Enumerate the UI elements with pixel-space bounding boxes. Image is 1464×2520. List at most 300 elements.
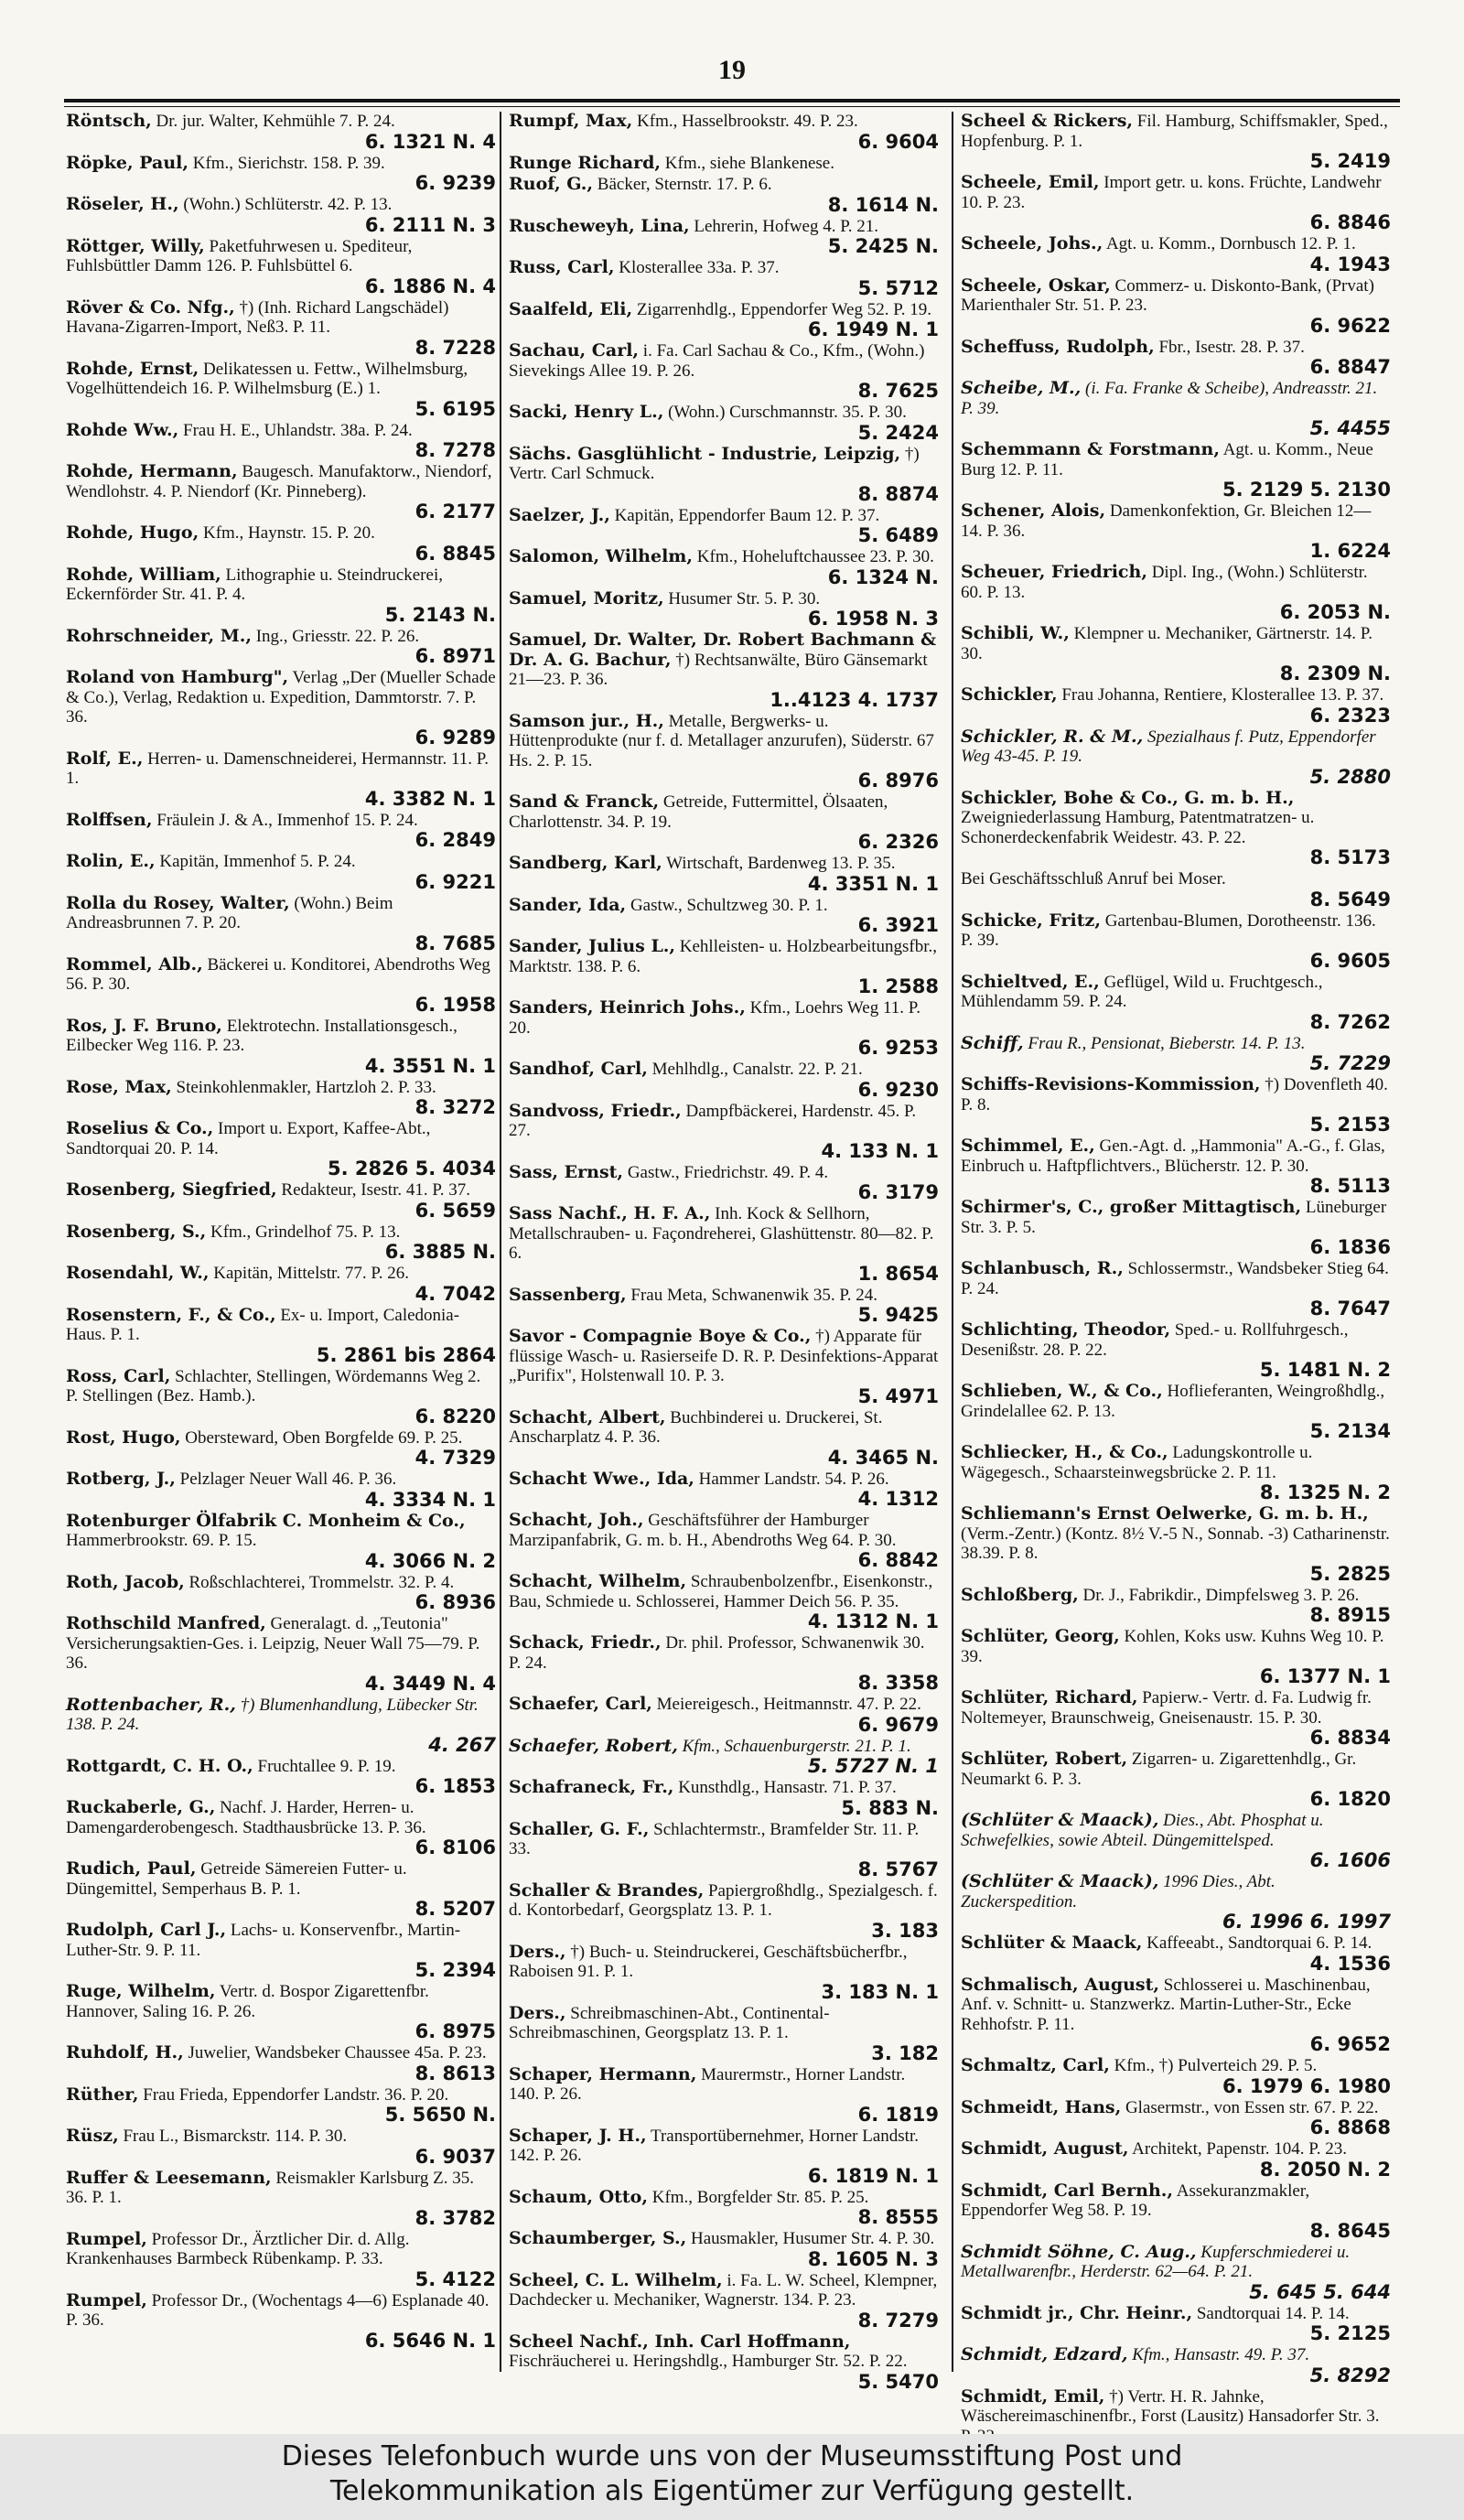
directory-entry xyxy=(509,2188,939,2228)
phone-number: 6. 1820 xyxy=(1309,1788,1391,1810)
directory-entry xyxy=(509,792,939,852)
entry-details: Klempner u. Mechaniker, Gärtnerstr. 14. P. 30. xyxy=(961,624,1373,663)
entry-details: Reismakler Karlsburg Z. 35. 36. P. 1. xyxy=(66,2168,474,2207)
phone-number: 5. 5727 N. 1 xyxy=(807,1755,939,1777)
phone-number: 5. 6195 xyxy=(414,397,496,420)
entry-name: Rosenberg, S., xyxy=(66,1221,207,1242)
directory-entry xyxy=(961,1198,1391,1257)
entry-details: Kfm., Hasselbrookstr. 49. P. 23. xyxy=(637,112,858,131)
phone-number: 6. 9605 xyxy=(1309,949,1391,972)
entry-name: Scheele, Oskar, xyxy=(961,275,1111,296)
entry-name: Sass, Ernst, xyxy=(509,1161,624,1182)
directory-entry xyxy=(66,627,496,667)
phone-number: 6. 1853 xyxy=(414,1775,496,1797)
directory-entry xyxy=(509,1737,939,1777)
entry-name: Schaefer, Robert, xyxy=(509,1735,678,1756)
phone-number: 6. 3921 xyxy=(857,914,939,936)
entry-details: Obersteward, Oben Borgfelde 69. P. 25. xyxy=(185,1427,463,1448)
phone-number: 6. 1819 N. 1 xyxy=(807,2164,939,2187)
directory-entry xyxy=(66,852,496,892)
directory-entry xyxy=(961,869,1391,910)
entry-details: †) Vertr. H. R. Jahnke, Wäschereimaschinenfbr., Forst (Lausitz) Hansadorfer Str. 3. xyxy=(961,2386,1380,2426)
entry-name: Sassenberg, xyxy=(509,1284,627,1305)
directory-entry xyxy=(961,1933,1391,1974)
entry-details: Hammerbrookstr. 69. P. 15. xyxy=(66,1531,257,1550)
entry-name: Schlüter & Maack, xyxy=(961,1933,1143,1953)
entry-name: Scheel Nachf., Inh. Carl Hoffmann, xyxy=(509,2331,851,2352)
entry-name: Rüsz, xyxy=(66,2126,119,2146)
phone-number: 5. 5712 xyxy=(857,276,939,299)
entry-name: Rüther, xyxy=(66,2084,139,2105)
entry-name: Rolla du Rosey, Walter, xyxy=(66,892,290,913)
entry-details: Kfm., Hoheluftchaussee 23. P. 30. xyxy=(696,547,934,566)
entry-name: Rohde, Ernst, xyxy=(66,358,199,379)
entry-name: Schafraneck, Fr., xyxy=(509,1777,674,1797)
entry-name: Rohde, Hugo, xyxy=(66,522,199,543)
entry-details: Kfm., Sierichstr. 158. P. 39. xyxy=(192,153,385,173)
directory-entry xyxy=(509,1102,939,1161)
directory-entry xyxy=(66,811,496,851)
entry-details: Wirtschaft, Bardenweg 13. P. 35. xyxy=(666,854,896,873)
directory-entry xyxy=(509,1204,939,1284)
directory-entry xyxy=(66,1428,496,1469)
phone-number: 4. 267 xyxy=(428,1733,496,1756)
phone-number: 5. 4971 xyxy=(857,1384,939,1407)
entry-details: Getreide, Futtermittel, Ölsaaten, Charlottenstr. 34. P. 19. xyxy=(509,792,888,832)
entry-name: Schieltved, E., xyxy=(961,971,1100,992)
entry-name: Schimmel, E., xyxy=(961,1136,1095,1156)
entry-name: Rottenbacher, R., xyxy=(66,1694,236,1715)
entry-details: Fruchtallee 9. P. 19. xyxy=(257,1756,396,1776)
entry-name: Schlieben, W., & Co., xyxy=(961,1381,1163,1401)
directory-entry xyxy=(66,1264,496,1304)
entry-details: Schreibmaschinen-Abt., Continental-Schreibmaschinen, Georgsplatz 13. P. 1. xyxy=(509,2003,830,2042)
directory-entry xyxy=(509,403,939,443)
entry-details: †) Rechtsanwälte, Büro Gänsemarkt 21—23. P. 36. xyxy=(509,650,928,689)
phone-number: 4. 1943 xyxy=(1309,253,1391,275)
entry-details: Roßschlachterei, Trommelstr. 32. P. 4. xyxy=(188,1572,455,1592)
entry-details: Generalagt. d. „Teutonia" Versicherungsaktien-Ges. i. Leipzig, Neuer Wall 75—79. P. 36. xyxy=(66,1614,480,1673)
entry-name: Russ, Carl, xyxy=(509,257,615,277)
phone-number: 8. 7278 xyxy=(414,439,496,461)
entry-details: Vertr. d. Bospor Zigarettenfbr. Hannover, Saling 16. P. 26. xyxy=(66,1982,429,2021)
directory-entry xyxy=(961,1443,1391,1502)
directory-entry xyxy=(66,1614,496,1694)
phone-number: 6. 9230 xyxy=(857,1078,939,1101)
directory-entry xyxy=(66,1921,496,1980)
phone-number: 4. 1536 xyxy=(1309,1952,1391,1975)
entry-details: Fräulein J. & A., Immenhof 15. P. 24. xyxy=(156,810,418,830)
entry-details: Inh. Kock & Sellhorn, Metallschrauben- u. Façondreherei, Glashüttenstr. 80—82. P. 6. xyxy=(509,1204,934,1263)
entry-details: Professor Dr., Ärztlicher Dir. d. Allg. Krankenhauses Barmbeck Rübenkamp. P. 33. xyxy=(66,2229,410,2268)
entry-name: Rothschild Manfred, xyxy=(66,1613,266,1633)
directory-entry xyxy=(961,2345,1391,2385)
phone-number: 5. 883 N. xyxy=(841,1796,939,1819)
entry-name: Rost, Hugo, xyxy=(66,1427,181,1448)
directory-entry xyxy=(509,1633,939,1693)
phone-number: 5. 7229 xyxy=(1309,1052,1391,1074)
entry-details: Glasermstr., von Essen str. 67. P. 22. xyxy=(1125,2097,1379,2117)
entry-name: Scheibe, M., xyxy=(961,378,1082,398)
phone-number: 6. 8106 xyxy=(414,1836,496,1858)
phone-number: 5. 6489 xyxy=(857,524,939,546)
directory-entry xyxy=(66,1573,496,1613)
entry-details: Getreide Sämereien Futter- u. Düngemittel, Semperhaus B. P. 1. xyxy=(66,1859,407,1899)
directory-entry xyxy=(961,1320,1391,1380)
phone-number: 8. 1325 N. 2 xyxy=(1259,1481,1391,1503)
directory-entry xyxy=(961,1811,1391,1870)
entry-details: Hammer Landstr. 54. P. 26. xyxy=(698,1469,889,1489)
phone-number: 6. 1324 N. xyxy=(827,565,939,588)
entry-details: Papierw.- Vertr. d. Fa. Ludwig fr. Noltemeyer, Braunschweig, Gneisenaustr. 15. P. 30. xyxy=(961,1688,1372,1728)
phone-number: 6. 8936 xyxy=(414,1591,496,1613)
phone-number: 5. 2826 5. 4034 xyxy=(327,1158,496,1179)
phone-number: 6. 8846 xyxy=(1309,211,1391,233)
entry-details: Ing., Griesstr. 22. P. 26. xyxy=(255,626,420,646)
phone-number: 5. 4122 xyxy=(414,2267,496,2290)
entry-details: Schlossermstr., Wandsbeker Stieg 64. P. 24. xyxy=(961,1259,1389,1298)
phone-number: 5. 1481 N. 2 xyxy=(1259,1359,1391,1381)
entry-details: Meiereigesch., Heitmannstr. 47. P. 22. xyxy=(656,1695,921,1714)
directory-entry xyxy=(509,154,939,174)
entry-name: Ros, J. F. Bruno, xyxy=(66,1015,222,1036)
directory-entry xyxy=(66,1982,496,2041)
directory-entry xyxy=(509,1286,939,1326)
phone-number: 6. 5646 N. 1 xyxy=(364,2329,496,2352)
entry-details: Hoflieferanten, Weingroßhdlg., Grindelallee 62. P. 13. xyxy=(961,1382,1385,1421)
entry-details: Schraubenbolzenfbr., Eisenkonstr., Bau, Schmiede u. Schlosserei, Hammer Deich 56. P. 35. xyxy=(509,1572,933,1611)
phone-number: 8. 8874 xyxy=(857,482,939,505)
phone-number: 4. 133 N. 1 xyxy=(821,1139,939,1162)
phone-number: 6. 9239 xyxy=(414,172,496,194)
phone-number: 5. 2880 xyxy=(1309,765,1391,788)
entry-details: †) Apparate für flüssige Wasch- u. Rasierseife D. R. P. Desinfektions-Apparat „Purifix", Holstenwall 10. P. 3. xyxy=(509,1327,939,1385)
directory-entry xyxy=(66,2043,496,2084)
phone-number: 6. 1979 6. 1980 xyxy=(1222,2074,1391,2097)
phone-number: 6. 8976 xyxy=(857,770,939,792)
directory-entry xyxy=(961,624,1391,684)
entry-name: Schirmer's, C., großer Mittagtisch, xyxy=(961,1197,1302,1217)
directory-entry xyxy=(961,1382,1391,1441)
phone-number: 6. 9037 xyxy=(414,2145,496,2168)
directory-entry xyxy=(509,1943,939,2002)
entry-name: Scheele, Johs., xyxy=(961,233,1103,253)
phone-number: 6. 1958 N. 3 xyxy=(807,608,939,630)
entry-name: Rohrschneider, M., xyxy=(66,625,252,646)
entry-name: Rumpel, xyxy=(66,2228,147,2249)
entry-details: Zigarren- u. Zigarettenhdlg., Gr. Neumarkt 6. P. 3. xyxy=(961,1750,1357,1789)
phone-number: 5. 645 5. 644 xyxy=(1249,2280,1391,2303)
entry-name: Schiff, xyxy=(961,1032,1024,1053)
phone-number: 1. 2588 xyxy=(857,975,939,997)
entry-details: 1996 Dies., Abt. Zuckerspedition. xyxy=(961,1872,1276,1912)
entry-name: Schemmann & Forstmann, xyxy=(961,439,1220,459)
entry-name: Ruscheweyh, Lina, xyxy=(509,215,690,236)
phone-number: 5. 2425 N. xyxy=(827,235,939,257)
header-rule-thin xyxy=(64,106,1400,107)
entry-details: Kfm., Haynstr. 15. P. 20. xyxy=(202,523,375,543)
directory-entry xyxy=(961,440,1391,500)
phone-number: 6. 1958 xyxy=(414,993,496,1016)
phone-number: 5. 2861 bis 2864 xyxy=(316,1343,496,1366)
directory-entry xyxy=(961,276,1391,336)
entry-details: Klosterallee 33a. P. 37. xyxy=(619,258,780,277)
entry-details: i. Fa. Carl Sachau & Co., Kfm., (Wohn.) Sievekings Allee 19. P. 26. xyxy=(509,341,925,381)
entry-details: Fischräucherei u. Heringshdlg., Hamburger Str. 52. P. 22. xyxy=(509,2352,908,2371)
directory-entry xyxy=(961,2139,1391,2180)
phone-number: 6. 2111 N. 3 xyxy=(364,213,496,236)
directory-entry xyxy=(66,1222,496,1263)
entry-name: Rommel, Alb., xyxy=(66,953,203,975)
phone-number: 8. 8645 xyxy=(1309,2219,1391,2242)
entry-name: Sachau, Carl, xyxy=(509,340,640,361)
phone-number: 6. 2053 N. xyxy=(1279,601,1391,623)
entry-name: Schaefer, Carl, xyxy=(509,1694,652,1714)
entry-details: Schlachter, Stellingen, Wördemanns Weg 2. P. Stellingen (Bez. Hamb.). xyxy=(66,1366,481,1405)
entry-name: Ross, Carl, xyxy=(66,1365,171,1386)
directory-entry xyxy=(66,894,496,953)
directory-entry xyxy=(509,445,939,504)
phone-number: 5. 8292 xyxy=(1309,2364,1391,2386)
entry-name: Schmidt Söhne, C. Aug., xyxy=(961,2241,1197,2262)
entry-details: Damenkonfektion, Gr. Bleichen 12—14. P. 36. xyxy=(961,501,1372,541)
directory-entry xyxy=(961,2243,1391,2302)
phone-number: 8. 5207 xyxy=(414,1898,496,1920)
entry-details: Kfm., Borgfelder Str. 85. P. 25. xyxy=(651,2187,869,2207)
directory-entry xyxy=(509,1511,939,1570)
entry-details: †) Blumenhandlung, Lübecker Str. 138. P. 24. xyxy=(66,1695,479,1734)
entry-name: Schmeidt, Hans, xyxy=(961,2096,1122,2117)
footer-notice xyxy=(0,2434,1464,2520)
entry-name: Rosenberg, Siegfried, xyxy=(66,1179,277,1200)
entry-details: Gartenbau-Blumen, Dorotheenstr. 136. P. 39. xyxy=(961,910,1376,950)
entry-name: Scheffuss, Rudolph, xyxy=(961,336,1155,357)
entry-details: Kunsthdlg., Hansastr. 71. P. 37. xyxy=(678,1778,897,1797)
entry-details: Kfm., Loehrs Weg 11. P. 20. xyxy=(509,998,920,1038)
directory-entry xyxy=(509,258,939,298)
directory-entry xyxy=(66,195,496,235)
entry-details: Ex- u. Import, Caledonia-Haus. P. 1. xyxy=(66,1305,460,1344)
phone-number: 8. 7228 xyxy=(414,336,496,359)
directory-entry xyxy=(509,1327,939,1406)
directory-entry xyxy=(66,1078,496,1118)
entry-name: Sandberg, Karl, xyxy=(509,853,662,873)
directory-entry xyxy=(66,237,496,296)
directory-entry xyxy=(961,173,1391,232)
entry-details: Kfm., siehe Blankenese. xyxy=(664,153,834,173)
entry-name: Schlichting, Theodor, xyxy=(961,1319,1171,1340)
directory-entry xyxy=(66,1470,496,1510)
entry-details: Kapitän, Eppendorfer Baum 12. P. 37. xyxy=(614,505,880,525)
phone-number: 6. 1886 N. 4 xyxy=(364,275,496,297)
entry-details: Kupferschmiederei u. Metallwarenfbr., Herderstr. 62—64. P. 21. xyxy=(961,2242,1351,2281)
entry-details: Schlachtermstr., Bramfelder Str. 11. P. 33. xyxy=(509,1819,920,1858)
entry-name: Schmidt jr., Chr. Heinr., xyxy=(961,2302,1193,2323)
phone-number: 4. 3351 N. 1 xyxy=(807,872,939,895)
directory-entry xyxy=(961,685,1391,726)
directory-entry xyxy=(66,1017,496,1076)
entry-name: Sandvoss, Friedr., xyxy=(509,1100,682,1121)
entry-details: Elektrotechn. Installationsgesch., Eilbecker Weg 116. P. 23. xyxy=(66,1016,458,1055)
entry-details: Zweigniederlassung Hamburg, Patentmatratzen- u. Schonerdeckenfabrik Weidestr. 43. P. 22. xyxy=(961,808,1315,847)
phone-number: 5. 2125 xyxy=(1309,2322,1391,2344)
entry-details: Paketfuhrwesen u. Spediteur, Fuhlsbüttler Damm 126. P. Fuhlsbüttel 6. xyxy=(66,236,413,275)
entry-details: Agt. u. Komm., Neue Burg 12. P. 11. xyxy=(961,440,1373,479)
directory-entry xyxy=(66,2127,496,2167)
directory-entry xyxy=(509,1470,939,1510)
entry-name: Scheuer, Friedrich, xyxy=(961,562,1147,582)
phone-number: 6. 8975 xyxy=(414,2020,496,2042)
directory-entry xyxy=(961,1688,1391,1748)
directory-entry xyxy=(66,955,496,1015)
phone-number: 6. 3179 xyxy=(857,1181,939,1203)
directory-entry xyxy=(66,154,496,194)
entry-name: Röseler, H., xyxy=(66,194,179,214)
entry-name: Schmalisch, August, xyxy=(961,1974,1160,1995)
phone-number: 6. 2326 xyxy=(857,831,939,853)
directory-entry xyxy=(961,1586,1391,1626)
entry-name: Roland von Hamburg", xyxy=(66,667,289,687)
entry-name: (Schlüter & Maack), xyxy=(961,1810,1159,1830)
directory-entry xyxy=(509,1778,939,1818)
directory-entry xyxy=(66,1757,496,1797)
directory-entry xyxy=(509,1572,939,1632)
directory-entry xyxy=(66,523,496,564)
entry-details: Geflügel, Wild u. Fruchtgesch., Mühlendamm 59. P. 24. xyxy=(961,972,1323,1011)
phone-number: 6. 1819 xyxy=(857,2103,939,2126)
phone-number: 8. 5173 xyxy=(1309,846,1391,868)
entry-details: †) (Inh. Richard Langschädel) Havana-Zigarren-Import, Neß3. P. 11. xyxy=(66,297,449,337)
phone-number: 8. 5113 xyxy=(1309,1175,1391,1197)
phone-number: 8. 3358 xyxy=(857,1672,939,1694)
entry-details: Frau R., Pensionat, Bieberstr. 14. P. 13. xyxy=(1028,1033,1306,1053)
phone-number: 8. 7262 xyxy=(1309,1010,1391,1033)
directory-entry xyxy=(66,565,496,625)
entry-details: Hausmakler, Husumer Str. 4. P. 30. xyxy=(690,2229,935,2248)
entry-details: Import getr. u. kons. Früchte, Landwehr 10. P. 23. xyxy=(961,173,1382,212)
directory-entry xyxy=(66,112,496,152)
phone-number: 5. 2394 xyxy=(414,1959,496,1981)
entry-name: Sacki, Henry L., xyxy=(509,402,664,422)
entry-name: Schacht, Wilhelm, xyxy=(509,1571,687,1591)
phone-number: 5. 2143 N. xyxy=(384,603,496,626)
phone-number: 6. 9652 xyxy=(1309,2033,1391,2055)
directory-entry xyxy=(961,234,1391,275)
directory-entry xyxy=(509,2332,939,2392)
entry-details: Kehlleisten- u. Holzbearbeitungsfbr., Marktstr. 138. P. 6. xyxy=(509,937,938,976)
directory-entry xyxy=(66,668,496,748)
entry-name: Schaum, Otto, xyxy=(509,2186,648,2207)
directory-entry xyxy=(961,1075,1391,1135)
directory-entry xyxy=(66,1798,496,1858)
directory-entry xyxy=(961,2181,1391,2241)
entry-details: i. Fa. L. W. Scheel, Klempner, Dachdecker u. Mechaniker, Wagnerstr. 134. P. 23. xyxy=(509,2270,938,2310)
entry-details: Redakteur, Isestr. 41. P. 37. xyxy=(281,1180,471,1200)
directory-column-3 xyxy=(961,111,1391,2426)
entry-name: Sander, Julius L., xyxy=(509,936,676,956)
directory-entry xyxy=(961,789,1391,868)
entry-details: Frau H. E., Uhlandstr. 38a. P. 24. xyxy=(183,420,413,440)
entry-details: Papiergroßhdlg., Spezialgesch. f. d. Kontorbedarf, Georgsplatz 13. P. 1. xyxy=(509,1880,938,1920)
directory-entry xyxy=(66,2085,496,2126)
entry-details: Kapitän, Immenhof 5. P. 24. xyxy=(159,852,356,871)
directory-entry xyxy=(66,360,496,419)
entry-details: Nachf. J. Harder, Herren- u. Damengarderobengesch. Stadthausbrücke 13. P. 36. xyxy=(66,1798,426,1837)
phone-number: 5. 5470 xyxy=(857,2370,939,2393)
entry-name: Rosendahl, W., xyxy=(66,1263,210,1283)
entry-name: Sand & Franck, xyxy=(509,792,660,812)
directory-entry xyxy=(66,421,496,461)
directory-entry xyxy=(509,175,939,215)
entry-details: Transportübernehmer, Horner Landstr. 142. P. 26. xyxy=(509,2126,919,2165)
entry-details: Ladungskontrolle u. Wägegesch., Schaarsteinwegsbrücke 2. P. 11. xyxy=(961,1443,1313,1482)
phone-number: 6. 9604 xyxy=(857,130,939,153)
entry-name: Samuel, Moritz, xyxy=(509,587,664,608)
phone-number: 6. 8868 xyxy=(1309,2116,1391,2138)
directory-entry xyxy=(509,1163,939,1203)
entry-name: Scheel, C. L. Wilhelm, xyxy=(509,2269,723,2290)
phone-number: 5. 2153 xyxy=(1309,1114,1391,1136)
entry-name: Ruffer & Leesemann, xyxy=(66,2167,272,2188)
column-divider xyxy=(952,112,953,2372)
phone-number: 8. 7647 xyxy=(1309,1298,1391,1319)
entry-details: (Wohn.) Beim Andreasbrunnen 7. P. 20. xyxy=(66,893,393,932)
phone-number: 4. 3334 N. 1 xyxy=(364,1488,496,1511)
phone-number: 6. 3885 N. xyxy=(384,1241,496,1263)
entry-name: (Schlüter & Maack), xyxy=(961,1871,1159,1891)
phone-number: 6. 1321 N. 4 xyxy=(364,130,496,153)
entry-details: Husumer Str. 5. P. 30. xyxy=(668,588,821,608)
entry-details: Frau Meta, Schwanenwik 35. P. 24. xyxy=(630,1285,878,1305)
phone-number: 6. 8834 xyxy=(1309,1727,1391,1749)
entry-name: Schaper, Hermann, xyxy=(509,2063,697,2084)
phone-number: 6. 9289 xyxy=(414,726,496,748)
phone-number: 6. 5659 xyxy=(414,1199,496,1222)
phone-number: 6. 9622 xyxy=(1309,314,1391,337)
phone-number: 6. 8845 xyxy=(414,542,496,565)
entry-details: Dipl. Ing., (Wohn.) Schlüterstr. 60. P. 13. xyxy=(961,563,1368,602)
entry-details: Pelzlager Neuer Wall 46. P. 36. xyxy=(179,1470,397,1489)
entry-name: Schickler, Bohe & Co., G. m. b. H., xyxy=(961,787,1295,808)
phone-number: 6. 1949 N. 1 xyxy=(807,318,939,340)
directory-entry xyxy=(66,1306,496,1365)
directory-entry xyxy=(509,896,939,936)
directory-entry xyxy=(509,341,939,401)
directory-entry xyxy=(509,2127,939,2186)
entry-name: Röpke, Paul, xyxy=(66,152,188,173)
entry-details: Maurermstr., Horner Landstr. 140. P. 26. xyxy=(509,2064,906,2104)
directory-entry xyxy=(509,937,939,996)
directory-entry xyxy=(961,911,1391,971)
directory-entry xyxy=(961,1504,1391,1584)
phone-number: 8. 2050 N. 2 xyxy=(1259,2158,1391,2181)
phone-number: 6. 8842 xyxy=(857,1549,939,1571)
entry-details: †) Dovenfleth 40. P. 8. xyxy=(961,1075,1388,1115)
footer-line-2: Telekommunikation als Eigentümer zur Verfügung gestellt. xyxy=(329,2475,1135,2507)
entry-name: Schickler, R. & M., xyxy=(961,726,1144,747)
directory-column-2 xyxy=(509,111,939,2393)
phone-number: 5. 9425 xyxy=(857,1304,939,1326)
phone-number: 6. 1836 xyxy=(1309,1236,1391,1258)
entry-name: Rolffsen, xyxy=(66,809,153,830)
entry-name: Rosenstern, F., & Co., xyxy=(66,1304,276,1325)
directory-entry xyxy=(509,1695,939,1735)
phone-number: 8. 5649 xyxy=(1309,888,1391,910)
directory-entry xyxy=(66,2291,496,2351)
entry-details: †) Buch- u. Steindruckerei, Geschäftsbücherfbr., Raboisen 91. P. 1. xyxy=(509,1942,908,1981)
phone-number: 4. 7042 xyxy=(414,1282,496,1305)
entry-details: (i. Fa. Franke & Scheibe), Andreasstr. 21. P. 39. xyxy=(961,379,1378,418)
